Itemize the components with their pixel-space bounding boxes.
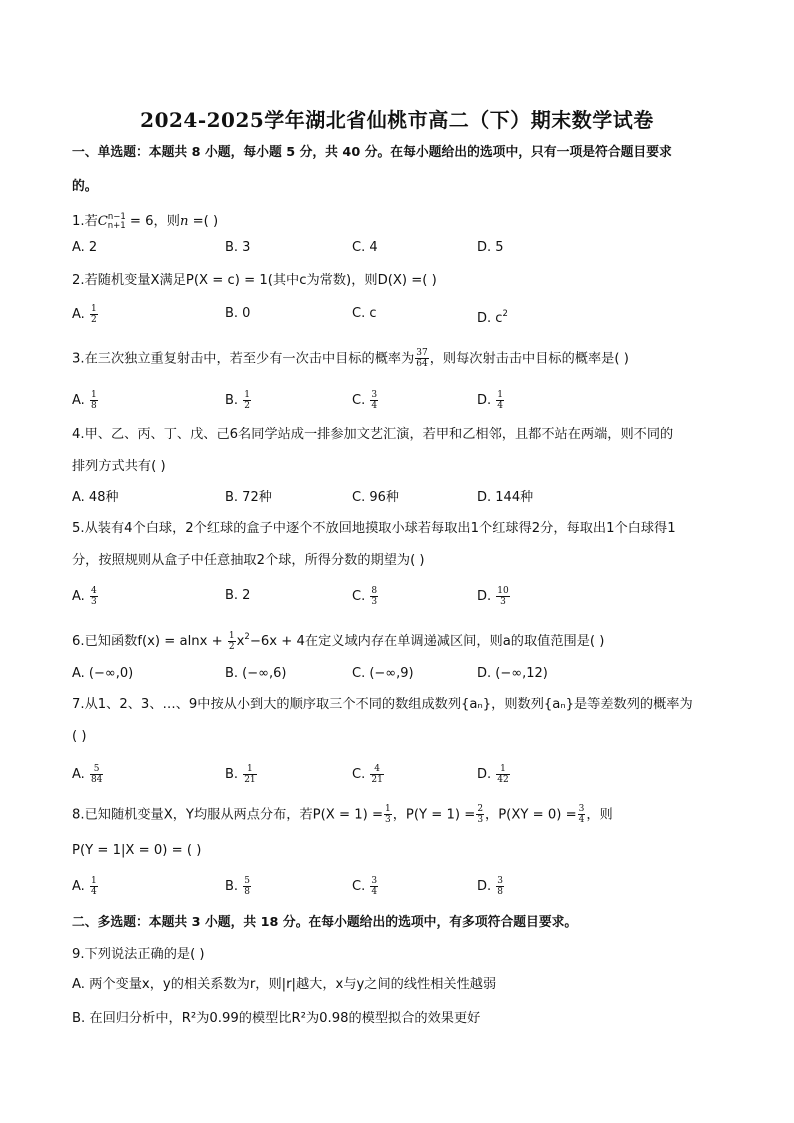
option-b[interactable]: B. $\frac{5}{8}$ [225, 876, 250, 897]
question-8-options [72, 876, 732, 902]
option-a[interactable]: A. (−∞,0) [72, 666, 134, 681]
question-5-cont: 分，按照规则从盒子中任意抽取2个球，所得分数的期望为( ) [72, 553, 425, 568]
question-9: 9.下列说法正确的是( ) [72, 947, 205, 962]
question-4-options [72, 488, 732, 514]
option-b[interactable]: B. 3 [225, 240, 251, 255]
option-b[interactable]: B. $\frac{1}{21}$ [225, 764, 256, 785]
section-1-heading-cont: 的。 [72, 179, 98, 194]
question-6-options [72, 664, 732, 690]
option-c[interactable]: C. c [352, 306, 377, 321]
section-1-heading: 一、单选题：本题共 8 小题，每小题 5 分，共 40 分。在每小题给出的选项中，只有一项是符合题目要求 [72, 145, 672, 160]
question-1-options [72, 238, 732, 264]
question-7-options [72, 764, 732, 790]
question-8: 8.已知随机变量X，Y均服从两点分布，若P(X = 1) = $\frac{1}{3}$ ，P(Y = 1) = $\frac{2}{3}$ ，P(XY = 0) = $\frac{3}{4}$ ，则 [72, 804, 613, 825]
exam-title: 2024-2025学年湖北省仙桃市高二（下）期末数学试卷 [140, 108, 654, 132]
option-d[interactable]: D. 144种 [477, 490, 534, 505]
option-c[interactable]: C. 4 [352, 240, 378, 255]
option-b[interactable]: B. (−∞,6) [225, 666, 287, 681]
option-c[interactable]: C. (−∞,9) [352, 666, 414, 681]
question-3: 3.在三次独立重复射击中，若至少有一次击中目标的概率为 $\frac{37}{64}$ ，则每次射击击中目标的概率是( ) [72, 348, 629, 369]
question-9-option-b[interactable]: B. 在回归分析中，R²为0.99的模型比R²为0.98的模型拟合的效果更好 [72, 1011, 481, 1026]
question-6: 6.已知函数f(x) = alnx + $\frac{1}{2}$ $x^2-6x + 4$在定义域内存在单调递减区间，则a的取值范围是( ) [72, 630, 605, 652]
option-b[interactable]: B. $\frac{1}{2}$ [225, 390, 250, 411]
question-8-cont: P(Y = 1|X = 0) = ( ) [72, 843, 202, 858]
option-d[interactable]: D. $\frac{1}{4}$ [477, 390, 504, 411]
option-c[interactable]: C. $\frac{3}{4}$ [352, 390, 378, 411]
option-a[interactable]: A. 48种 [72, 490, 119, 505]
question-3-options [72, 390, 732, 416]
question-5-options [72, 586, 732, 612]
option-c[interactable]: C. $\frac{4}{21}$ [352, 764, 383, 785]
question-2: 2.若随机变量X满足P(X = c) = 1(其中c为常数)，则D(X) =( ) [72, 273, 437, 288]
question-4: 4.甲、乙、丙、丁、戊、己6名同学站成一排参加文艺汇演，若甲和乙相邻，且都不站在两端，则不同的 [72, 427, 674, 442]
option-a[interactable]: A. $\frac{1}{8}$ [72, 390, 97, 411]
section-2-heading: 二、多选题：本题共 3 小题，共 18 分。在每小题给出的选项中，有多项符合题目要求。 [72, 915, 578, 930]
option-d[interactable]: D. $\frac{1}{42}$ [477, 764, 509, 785]
option-c[interactable]: C. $\frac{8}{3}$ [352, 586, 378, 607]
option-a[interactable]: A. $\frac{4}{3}$ [72, 586, 97, 607]
question-4-cont: 排列方式共有( ) [72, 459, 166, 474]
option-d[interactable]: D. $\frac{3}{8}$ [477, 876, 504, 897]
question-7: 7.从1、2、3、…、9中按从小到大的顺序取三个不同的数组成数列{aₙ}，则数列{aₙ}是等差数列的概率为 [72, 697, 693, 712]
question-2-options [72, 304, 732, 330]
option-a[interactable]: A. $\frac{5}{84}$ [72, 764, 103, 785]
option-b[interactable]: B. 72种 [225, 490, 272, 505]
option-a[interactable]: A. 2 [72, 240, 98, 255]
option-d[interactable]: D. $\frac{10}{3}$ [477, 586, 509, 607]
question-7-cont: ( ) [72, 729, 87, 744]
option-c[interactable]: C. $\frac{3}{4}$ [352, 876, 378, 897]
question-5: 5.从装有4个白球，2个红球的盒子中逐个不放回地摸取小球若每取出1个红球得2分，每取出1个白球得1 [72, 521, 676, 536]
question-1: 1.若$C^{n-1}_{n+1} = 6$，则n =( ) [72, 212, 219, 231]
option-d[interactable]: D. $c^2$ [477, 309, 508, 326]
option-a[interactable]: A. $\frac{1}{4}$ [72, 876, 97, 897]
question-9-option-a[interactable]: A. 两个变量x，y的相关系数为r，则|r|越大，x与y之间的线性相关性越弱 [72, 977, 497, 992]
option-b[interactable]: B. 0 [225, 306, 251, 321]
option-a[interactable]: A. $\frac{1}{2}$ [72, 304, 97, 325]
option-d[interactable]: D. (−∞,12) [477, 666, 548, 681]
option-b[interactable]: B. 2 [225, 588, 251, 603]
option-d[interactable]: D. 5 [477, 240, 504, 255]
option-c[interactable]: C. 96种 [352, 490, 399, 505]
